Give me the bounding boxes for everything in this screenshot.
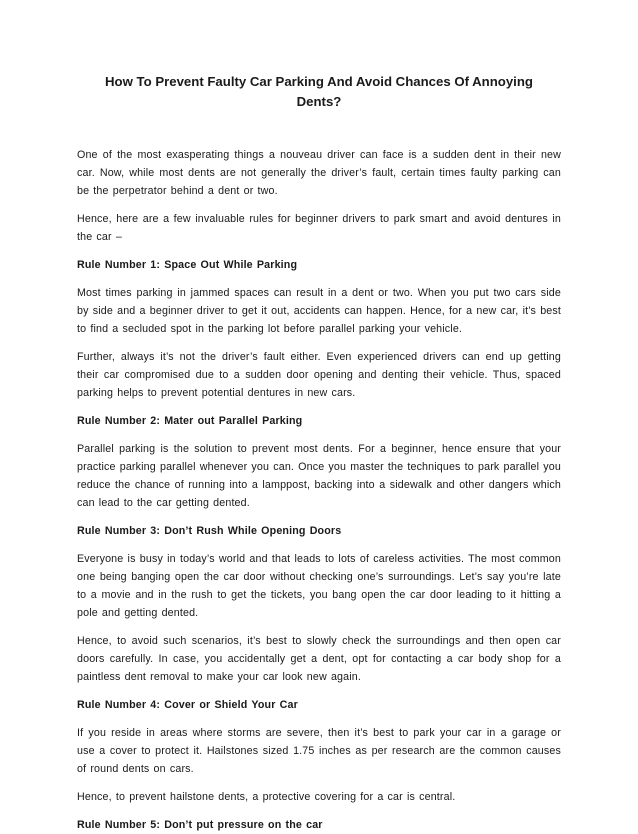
rule-3-paragraph-2: Hence, to avoid such scenarios, it’s best to slowly check the surroundings and then open car doors carefully. In case, you accidentally get a dent, opt for contacting a car body shop for a paintless dent removal to make your car look new again. <box>77 635 561 683</box>
rule-5-heading: Rule Number 5: Don’t put pressure on the car <box>77 819 323 831</box>
rule-1-heading: Rule Number 1: Space Out While Parking <box>77 259 298 271</box>
rule-1-paragraph-1: Most times parking in jammed spaces can result in a dent or two. When you put two cars side by side and a beginner driver to get it out, accidents can happen. Hence, for a new car, it’s best to find a secluded spot in the parking lot before parallel parking your vehicle. <box>77 287 561 335</box>
rule-4-heading: Rule Number 4: Cover or Shield Your Car <box>77 699 298 711</box>
document-title: How To Prevent Faulty Car Parking And Avoid Chances Of Annoying Dents? <box>105 74 533 109</box>
rule-3-heading: Rule Number 3: Don’t Rush While Opening Doors <box>77 525 342 537</box>
rule-2-heading: Rule Number 2: Mater out Parallel Parking <box>77 415 303 427</box>
rule-4-paragraph-2: Hence, to prevent hailstone dents, a protective covering for a car is central. <box>77 791 456 803</box>
rule-1-paragraph-2: Further, always it’s not the driver’s fault either. Even experienced drivers can end up getting their car compromised due to a sudden door opening and denting their vehicle. Thus, spaced parking helps to prevent potential dentures in new cars. <box>77 351 561 399</box>
rule-3-paragraph-1: Everyone is busy in today’s world and that leads to lots of careless activities. The most common one being banging open the car door without checking one’s surroundings. Let’s say you’re late to a movie and in the rush to get the tickets, you bang open the car door leading to it hitting a pole and getting dented. <box>77 553 561 619</box>
intro-paragraph-2: Hence, here are a few invaluable rules for beginner drivers to park smart and avoid dentures in the car – <box>77 213 561 243</box>
rule-4-paragraph-1: If you reside in areas where storms are severe, then it’s best to park your car in a garage or use a cover to protect it. Hailstones sized 1.75 inches as per research are the common causes of round dents on cars. <box>77 727 561 775</box>
rule-2-paragraph-1: Parallel parking is the solution to prevent most dents. For a beginner, hence ensure that your practice parking parallel whenever you can. Once you master the techniques to park parallel you reduce the chance of running into a lamppost, backing into a sidewalk and other dangers which can lead to the car getting dented. <box>77 443 561 509</box>
intro-paragraph-1: One of the most exasperating things a nouveau driver can face is a sudden dent in their new car. Now, while most dents are not generally the driver’s fault, certain times faulty parking can be the perpetrator behind a dent or two. <box>77 149 561 197</box>
